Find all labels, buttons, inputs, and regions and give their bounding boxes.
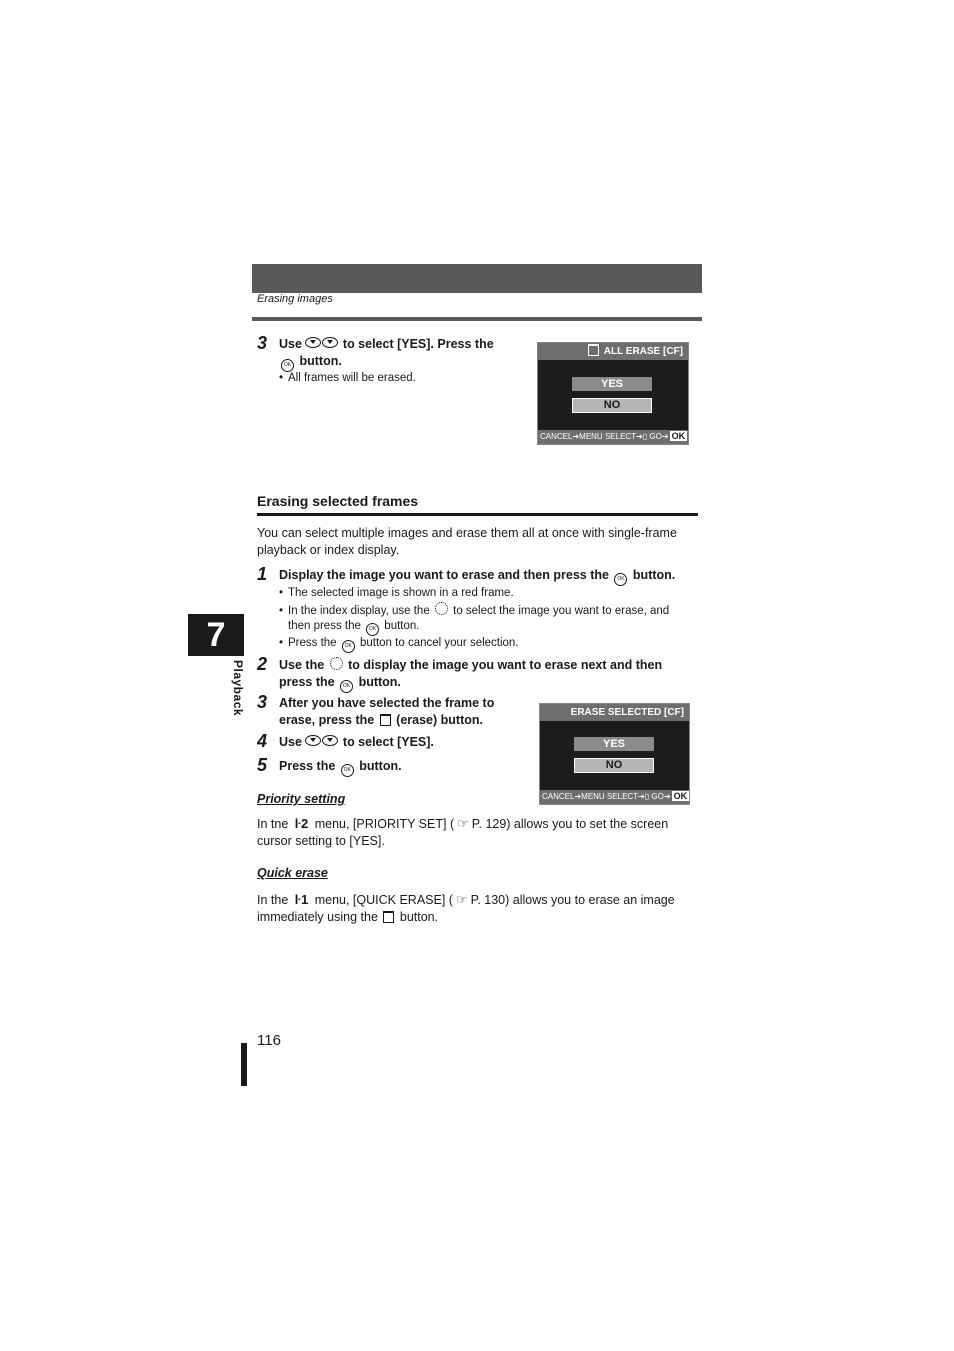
trash-icon xyxy=(383,911,394,923)
section-caption: Erasing images xyxy=(257,293,333,305)
step-instruction xyxy=(279,657,699,693)
yes-option: YES xyxy=(572,377,652,391)
quick-erase-title: Quick erase xyxy=(257,866,328,880)
menu-label: MENU xyxy=(581,792,605,801)
page-reference-icon: ☞ xyxy=(457,816,469,831)
screen-footer: CANCEL➔MENU SELECT➔▯ GO➔ OK xyxy=(538,430,688,444)
bullet-item: • Press the OK button to cancel your selection. xyxy=(279,636,699,653)
body-text: P. 130) allows you to erase an image xyxy=(470,893,675,907)
body-text: In tne xyxy=(257,817,289,831)
chapter-label: Playback xyxy=(231,660,245,717)
menu-label: MENU xyxy=(579,432,603,441)
step-instruction xyxy=(279,567,699,586)
header-rule xyxy=(252,317,702,321)
ok-button-icon: OK xyxy=(366,623,379,636)
priority-setting-text xyxy=(257,816,702,849)
step-text: to select [YES]. Press the xyxy=(342,337,494,351)
custom-menu-1-icon: ŀ1 xyxy=(294,892,309,907)
step-number: 4 xyxy=(257,731,268,751)
trash-icon xyxy=(380,714,391,726)
step-number: 3 xyxy=(257,333,268,353)
header-bar xyxy=(252,264,702,293)
ok-button-icon: OK xyxy=(341,764,354,777)
go-label: GO xyxy=(649,432,662,441)
cancel-label: CANCEL xyxy=(540,432,573,441)
bullet-text: All frames will be erased. xyxy=(288,372,416,384)
cross-pad-icon xyxy=(435,602,448,615)
step-text: button. xyxy=(632,568,676,582)
step-text: erase, press the xyxy=(279,713,375,727)
step-instruction xyxy=(279,758,402,777)
ok-button-icon: OK xyxy=(340,680,353,693)
step-text: Use xyxy=(279,337,302,351)
step-text: (erase) button. xyxy=(396,713,483,727)
step-text: Display the image you want to erase and then press the xyxy=(279,568,609,582)
arrow-pad-icon xyxy=(305,337,321,348)
no-option: NO xyxy=(574,758,654,773)
bullet-text: button. xyxy=(384,620,420,632)
ok-button-icon: OK xyxy=(281,359,294,372)
ok-button-icon: OK xyxy=(342,640,355,653)
step-number: 3 xyxy=(257,692,268,712)
step-text: button. xyxy=(358,675,401,689)
bullet-text: to select the image you want to erase, and xyxy=(453,604,670,617)
step-text: Use the xyxy=(279,658,325,672)
step-text: press the xyxy=(279,675,335,689)
body-text: P. 129) allows you to set the screen xyxy=(471,817,669,831)
bullet-item: • All frames will be erased. xyxy=(279,372,416,384)
chapter-tab: 7 xyxy=(188,614,244,656)
no-option: NO xyxy=(572,398,652,413)
go-label: GO xyxy=(651,792,664,801)
step-number: 1 xyxy=(257,564,268,584)
ok-label: OK xyxy=(673,791,688,801)
arrow-pad-icon xyxy=(305,735,321,746)
screen-title: ERASE SELECTED [CF] xyxy=(540,704,689,721)
body-text: menu, [QUICK ERASE] ( xyxy=(314,893,453,907)
screen-title xyxy=(538,343,688,360)
bullet-text: button to cancel your selection. xyxy=(359,637,519,649)
section-intro: You can select multiple images and erase them all at once with single-frame playback or index display. xyxy=(257,526,677,557)
screen-footer: CANCEL➔MENU SELECT➔▯ GO➔ OK xyxy=(540,790,689,804)
body-text: immediately using the xyxy=(257,909,378,924)
bullet-item: • In the index display, use the to select the image you want to erase, and xyxy=(279,602,699,620)
step-text: to display the image you want to erase next and then xyxy=(348,658,663,672)
body-text: menu, [PRIORITY SET] ( xyxy=(314,817,455,831)
step-text: Press the xyxy=(279,759,336,773)
custom-menu-2-icon: ŀ2 xyxy=(294,816,309,831)
bullet-text: then press the xyxy=(288,620,361,632)
step-text: button. xyxy=(299,354,342,368)
step-number: 2 xyxy=(257,654,268,674)
yes-option: YES xyxy=(574,737,654,751)
page-number: 116 xyxy=(257,1032,281,1049)
body-text: In the xyxy=(257,893,289,907)
step-text: to select [YES]. xyxy=(342,735,434,749)
ok-button-icon: OK xyxy=(614,573,627,586)
bullet-list xyxy=(279,586,699,653)
page-bar xyxy=(241,1043,247,1086)
step-instruction xyxy=(279,336,519,372)
bullet-item: • The selected image is shown in a red frame. xyxy=(279,587,514,599)
body-text: cursor setting to [YES]. xyxy=(257,833,385,848)
cross-pad-icon xyxy=(330,657,343,670)
step-text: button. xyxy=(359,759,402,773)
step-text: Use xyxy=(279,735,302,749)
camera-screen-erase-selected xyxy=(539,703,690,805)
cancel-label: CANCEL xyxy=(542,792,575,801)
arrow-pad-icon xyxy=(322,735,338,746)
bullet-text: In the index display, use the xyxy=(288,604,430,617)
bullet-text: Press the xyxy=(288,637,337,649)
bullet-continuation xyxy=(279,619,699,636)
section-title: Erasing selected frames xyxy=(257,493,419,509)
ok-label: OK xyxy=(671,431,686,441)
select-label: SELECT xyxy=(604,432,637,441)
select-label: SELECT xyxy=(606,792,639,801)
quick-erase-text xyxy=(257,892,702,925)
arrow-pad-icon xyxy=(322,337,338,348)
trash-icon xyxy=(588,344,599,356)
priority-setting-title: Priority setting xyxy=(257,792,346,806)
bullet-text: The selected image is shown in a red frame. xyxy=(288,587,514,599)
step-number: 5 xyxy=(257,755,268,775)
screen-title-text: ALL ERASE [CF] xyxy=(603,346,683,357)
page-reference-icon: ☞ xyxy=(455,892,468,907)
step-instruction xyxy=(279,734,434,751)
camera-screen-all-erase xyxy=(537,342,689,445)
step-text: After you have selected the frame to xyxy=(279,696,495,710)
body-text: button. xyxy=(399,909,439,924)
section-rule xyxy=(257,513,698,516)
step-instruction xyxy=(279,695,524,729)
